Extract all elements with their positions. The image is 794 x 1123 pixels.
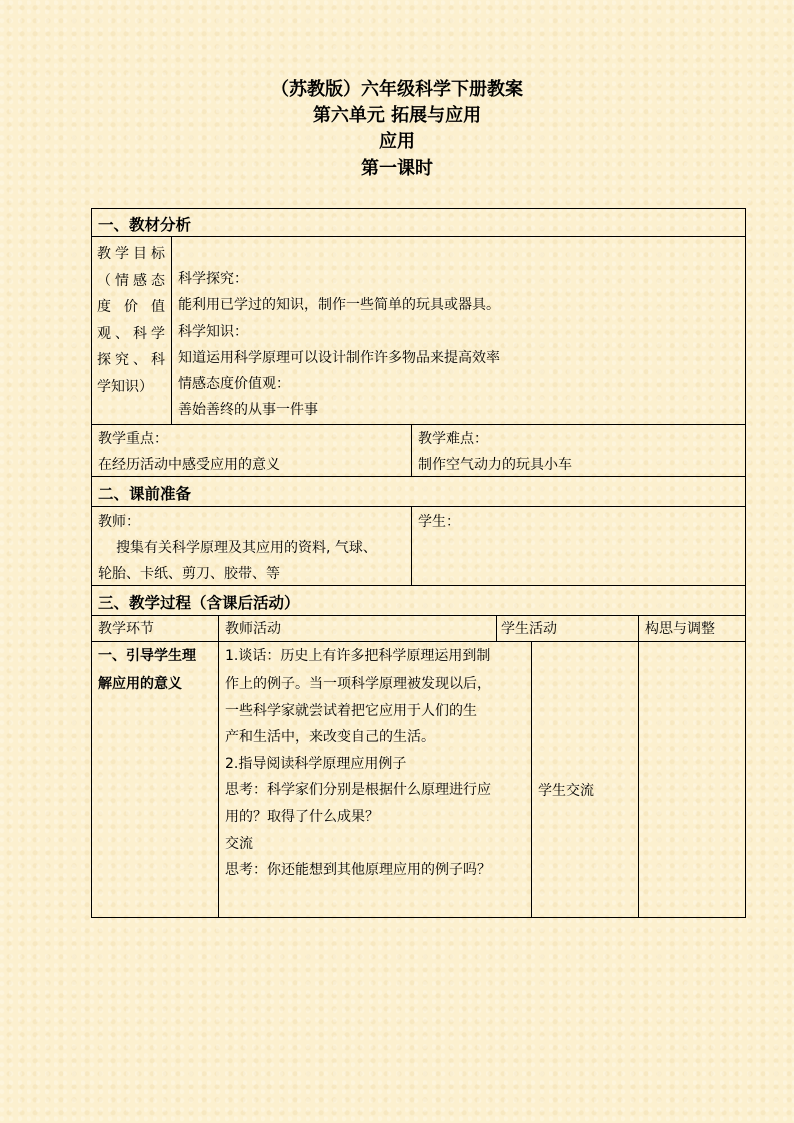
- student-activity-text: 学生交流: [538, 783, 594, 799]
- goals-line: 善始善终的从事一件事: [178, 402, 318, 418]
- key-point-text: 在经历活动中感受应用的意义: [98, 457, 280, 473]
- goals-label-line: 度 价 值: [97, 299, 165, 315]
- row-divider: [92, 585, 745, 586]
- goals-line: 情感态度价值观：: [178, 376, 290, 392]
- goals-line: 科学探究：: [178, 271, 248, 287]
- col-divider: [638, 615, 639, 918]
- teacher-activity-line: 1.谈话：历史上有许多把科学原理运用到制: [225, 648, 491, 664]
- row-divider: [92, 476, 745, 477]
- section-title-preparation: 二、课前准备: [98, 484, 192, 503]
- stage-line: 一、引导学生理: [98, 648, 196, 664]
- teacher-activity-line: 思考：你还能想到其他原理应用的例子吗？: [225, 862, 491, 878]
- teacher-prep-line: 搜集有关科学原理及其应用的资料, 气球、: [116, 540, 377, 556]
- goals-line: 科学知识：: [178, 324, 248, 340]
- column-header-notes: 构思与调整: [645, 621, 715, 637]
- goals-label-line: 观、科学: [97, 325, 165, 342]
- column-header-student: 学生活动: [501, 621, 557, 637]
- student-prep-label: 学生：: [418, 514, 460, 530]
- unit-title: 第六单元 拓展与应用: [312, 105, 482, 126]
- section-title-process: 三、教学过程（含课后活动）: [98, 593, 300, 612]
- lesson-plan-table: [91, 208, 746, 918]
- teacher-activity-line: 一些科学家就尝试着把它应用于人们的生: [225, 703, 477, 719]
- col-divider: [496, 615, 497, 641]
- row-divider: [92, 506, 745, 507]
- col-divider: [218, 615, 219, 918]
- goals-line: 知道运用科学原理可以设计制作许多物品来提高效率: [178, 350, 500, 366]
- row-divider: [92, 641, 745, 642]
- section-title-material-analysis: 一、教材分析: [98, 215, 192, 234]
- doc-title: （苏教版）六年级科学下册教案: [271, 79, 523, 100]
- teacher-activity-line: 交流: [225, 836, 253, 852]
- goals-label-line: 教学目标: [97, 246, 165, 262]
- teacher-prep-line: 轮胎、卡纸、剪刀、胶带、等: [98, 566, 280, 582]
- goals-label-line: 探究、科: [97, 352, 165, 368]
- lesson-title: 应用: [379, 131, 415, 152]
- teacher-activity-line: 用的？取得了什么成果？: [225, 809, 379, 825]
- col-divider: [171, 236, 172, 424]
- teacher-activity-line: 思考：科学家们分别是根据什么原理进行应: [225, 782, 491, 798]
- teacher-activity-line: 作上的例子。当一项科学原理被发现以后，: [225, 676, 491, 692]
- period-title: 第一课时: [361, 158, 433, 179]
- teacher-activity-line: 2.指导阅读科学原理应用例子: [225, 756, 407, 772]
- goals-label: [97, 241, 165, 400]
- goals-line: 能利用已学过的知识，制作一些简单的玩具或器具。: [178, 297, 500, 313]
- teacher-activity-line: 产和生活中，来改变自己的生活。: [225, 729, 435, 745]
- teacher-prep-label: 教师：: [98, 514, 140, 530]
- goals-label-line: 学知识）: [97, 378, 153, 395]
- row-divider: [92, 424, 745, 425]
- goals-label-line: （情感态: [97, 272, 165, 289]
- difficulty-text: 制作空气动力的玩具小车: [418, 457, 572, 473]
- column-header-stage: 教学环节: [98, 621, 154, 637]
- row-divider: [92, 236, 745, 237]
- column-header-teacher: 教师活动: [225, 621, 281, 637]
- col-divider: [411, 424, 412, 476]
- col-divider: [531, 641, 532, 918]
- key-point-label: 教学重点：: [98, 431, 168, 447]
- col-divider: [411, 506, 412, 585]
- difficulty-label: 教学难点：: [418, 431, 488, 447]
- stage-line: 解应用的意义: [98, 676, 182, 692]
